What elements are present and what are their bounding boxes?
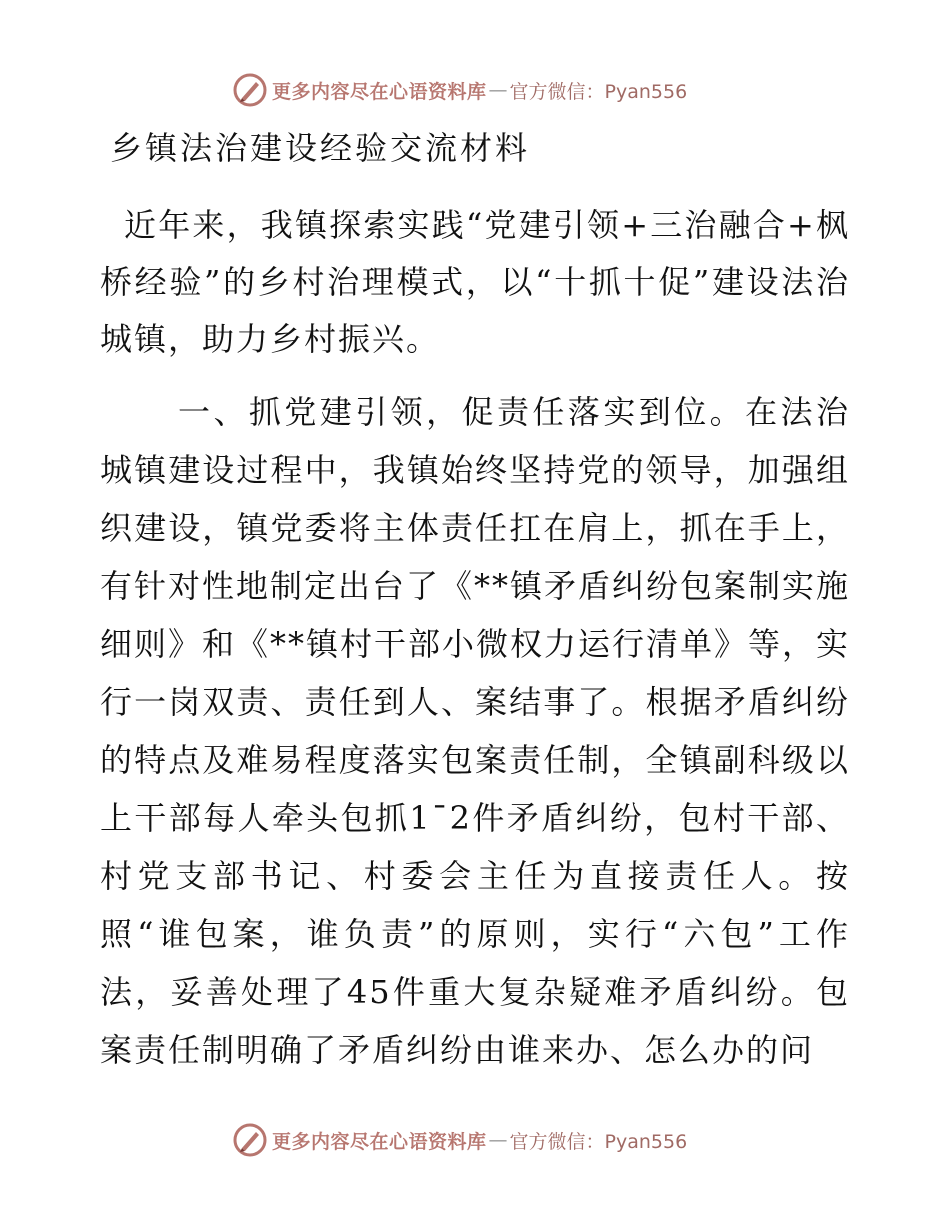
watermark-text: 更多内容尽在心语资料库 <box>272 1130 487 1153</box>
watermark-text: 更多内容尽在心语资料库 <box>272 80 487 103</box>
header-watermark <box>232 70 687 110</box>
footer-watermark <box>232 1120 687 1160</box>
watermark-contact: 官方微信：Pyan556 <box>509 80 688 103</box>
watermark-separator: — <box>488 79 508 101</box>
watermark-contact: 官方微信：Pyan556 <box>509 1130 688 1153</box>
pen-logo-icon <box>232 1122 268 1158</box>
pen-logo-icon <box>232 72 268 108</box>
section-one-paragraph: 一、抓党建引领，促责任落实到位。在法治城镇建设过程中，我镇始终坚持党的领导，加强组织建设，镇党委将主体责任扛在肩上，抓在手上，有针对性地制定出台了《**镇矛盾纠纷包案制实施细则》和《**镇村干部小微权力运行清单》等，实行一岗双责、责任到人、案结事了。根据矛盾纠纷的特点及难易程度落实包案责任制，全镇副科级以上干部每人牵头包抓1¯2件矛盾纠纷，包村干部、村党支部书记、村委会主任为直接责任人。按照“谁包案，谁负责”的原则，实行“六包”工作法，妥善处理了45件重大复杂疑难矛盾纠纷。包案责任制明确了矛盾纠纷由谁来办、怎么办的问 <box>100 393 851 1069</box>
document-title: 乡镇法治建设经验交流材料 <box>110 129 531 167</box>
intro-paragraph: 近年来，我镇探索实践“党建引领+三治融合+枫桥经验”的乡村治理模式，以“十抓十促”建设法治城镇，助力乡村振兴。 <box>100 206 850 358</box>
watermark-separator: — <box>488 1129 508 1151</box>
